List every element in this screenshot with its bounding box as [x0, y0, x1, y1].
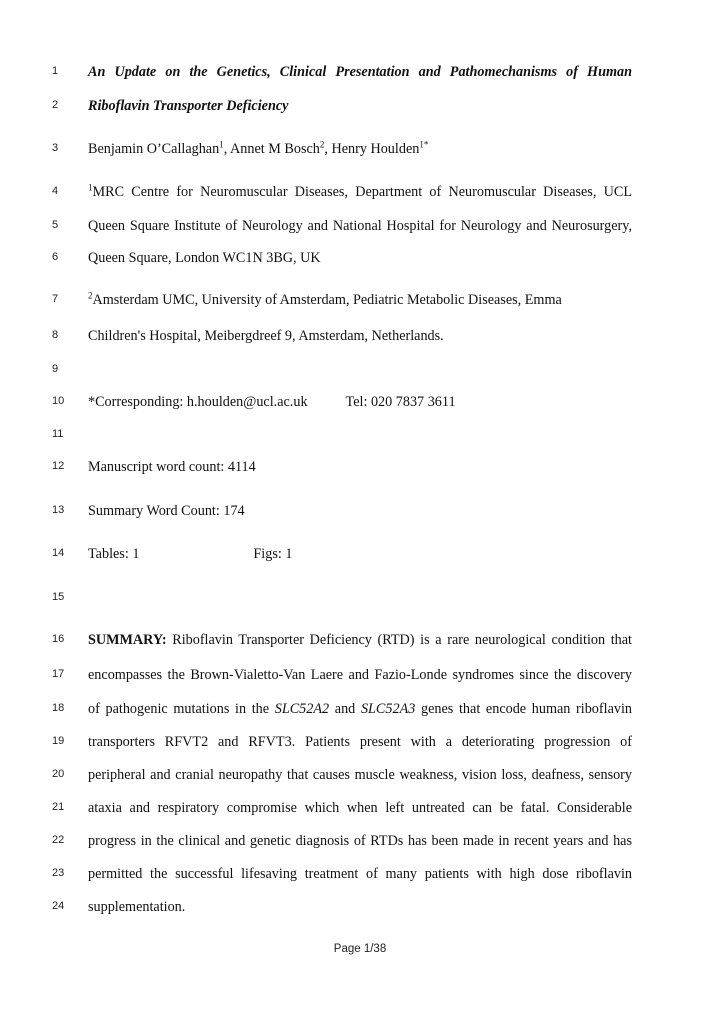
manuscript-line-1: [0, 61, 720, 83]
line-number: 20: [52, 768, 65, 780]
affiliation-2-text: Amsterdam UMC, University of Amsterdam, Pediatric Metabolic Diseases, Emma: [92, 292, 562, 308]
summary-line-2: encompasses the Brown-Vialetto-Van Laere and Fazio-Londe syndromes since the discovery: [88, 667, 632, 683]
line-number: 4: [52, 185, 59, 197]
manuscript-line-9: [0, 359, 720, 381]
line-number: 9: [52, 363, 59, 375]
summary-line-7: progress in the clinical and genetic diagnosis of RTDs has been made in recent years and has: [88, 833, 632, 849]
affiliation-1-line-2: Queen Square Institute of Neurology and National Hospital for Neurology and Neurosurgery,: [88, 218, 632, 234]
summary-text: Riboflavin Transporter Deficiency (RTD) is a rare neurological condition that: [166, 632, 632, 648]
summary-line-3: [88, 698, 632, 720]
manuscript-line-15: [0, 587, 720, 609]
summary-text: of pathogenic mutations in the: [88, 701, 275, 717]
summary-word-count: Summary Word Count: 174: [88, 503, 245, 519]
author-3: , Henry Houlden: [324, 141, 420, 157]
affiliation-2-marker: 2: [88, 290, 93, 301]
affiliation-2-line-2: Children's Hospital, Meibergdreef 9, Amsterdam, Netherlands.: [88, 328, 444, 344]
summary-line-8: permitted the successful lifesaving treatment of many patients with high dose riboflavin: [88, 866, 632, 882]
manuscript-line-4: [0, 181, 720, 203]
line-number: 17: [52, 668, 65, 680]
summary-text: genes that encode human riboflavin: [415, 701, 632, 717]
line-number: 18: [52, 702, 65, 714]
manuscript-line-16: [0, 629, 720, 651]
summary-line-5: peripheral and cranial neuropathy that causes muscle weakness, vision loss, deafness, sensory: [88, 767, 632, 783]
manuscript-line-14: [0, 543, 720, 565]
affiliation-1-marker: 1: [88, 182, 93, 193]
tables-figs-count: [88, 543, 632, 565]
author-3-affiliation: 1*: [419, 139, 429, 150]
manuscript-line-21: [0, 797, 720, 819]
manuscript-line-18: [0, 698, 720, 720]
line-number: 5: [52, 219, 59, 231]
manuscript-line-8: [0, 325, 720, 347]
line-number: 15: [52, 591, 65, 603]
summary-heading: SUMMARY:: [88, 632, 167, 648]
line-number: 2: [52, 99, 59, 111]
manuscript-line-19: [0, 731, 720, 753]
summary-line-4: transporters RFVT2 and RFVT3. Patients present with a deteriorating progression of: [88, 734, 632, 750]
author-list: [88, 138, 632, 160]
manuscript-line-24: [0, 896, 720, 918]
author-2-affiliation: 2: [319, 139, 325, 150]
summary-text: and: [329, 701, 361, 717]
tables-count: Tables: 1: [88, 546, 140, 562]
manuscript-line-6: [0, 247, 720, 269]
author-1-affiliation: 1: [219, 139, 224, 150]
figs-count: Figs: 1: [253, 546, 293, 562]
manuscript-line-23: [0, 863, 720, 885]
manuscript-line-17: [0, 664, 720, 686]
affiliation-2-line-1: [88, 289, 632, 311]
manuscript-line-3: [0, 138, 720, 160]
line-number: 1: [52, 65, 59, 77]
manuscript-line-20: [0, 764, 720, 786]
summary-line-1: [88, 629, 632, 651]
manuscript-line-10: [0, 391, 720, 413]
author-2: , Annet M Bosch: [223, 141, 320, 157]
manuscript-line-2: [0, 95, 720, 117]
line-number: 11: [52, 428, 64, 440]
title-line-1: An Update on the Genetics, Clinical Presentation and Pathomechanisms of Human: [88, 64, 632, 80]
line-number: 22: [52, 834, 65, 846]
line-number: 13: [52, 504, 65, 516]
line-number: 14: [52, 547, 65, 559]
corresponding-email: *Corresponding: h.houlden@ucl.ac.uk: [88, 394, 308, 410]
manuscript-line-22: [0, 830, 720, 852]
line-number: 3: [52, 142, 59, 154]
summary-line-6: ataxia and respiratory compromise which when left untreated can be fatal. Considerable: [88, 800, 632, 816]
author-1: Benjamin O’Callaghan: [88, 141, 220, 157]
line-number: 19: [52, 735, 65, 747]
manuscript-line-11: [0, 424, 720, 446]
line-number: 6: [52, 251, 59, 263]
manuscript-line-13: [0, 500, 720, 522]
manuscript-line-7: [0, 289, 720, 311]
line-number: 21: [52, 801, 65, 813]
line-number: 10: [52, 395, 65, 407]
line-number: 7: [52, 293, 59, 305]
line-number: 24: [52, 900, 65, 912]
summary-line-9: supplementation.: [88, 899, 186, 915]
line-number: 8: [52, 329, 59, 341]
line-number: 23: [52, 867, 65, 879]
correspondence: [88, 391, 632, 413]
page-number: Page 1/38: [333, 943, 387, 955]
gene-name: SLC52A3: [360, 701, 416, 717]
gene-name: SLC52A2: [274, 701, 330, 717]
corresponding-phone: Tel: 020 7837 3611: [345, 394, 456, 410]
line-number: 16: [52, 633, 65, 645]
affiliation-1-line-1: [88, 181, 632, 203]
affiliation-1-text: MRC Centre for Neuromuscular Diseases, Department of Neuromuscular Diseases, UCL: [92, 184, 632, 200]
manuscript-line-12: [0, 456, 720, 478]
line-number: 12: [52, 460, 65, 472]
affiliation-1-line-3: Queen Square, London WC1N 3BG, UK: [88, 250, 321, 266]
title-line-2: Riboflavin Transporter Deficiency: [88, 98, 289, 114]
manuscript-line-5: [0, 215, 720, 237]
manuscript-word-count: Manuscript word count: 4114: [88, 459, 256, 475]
